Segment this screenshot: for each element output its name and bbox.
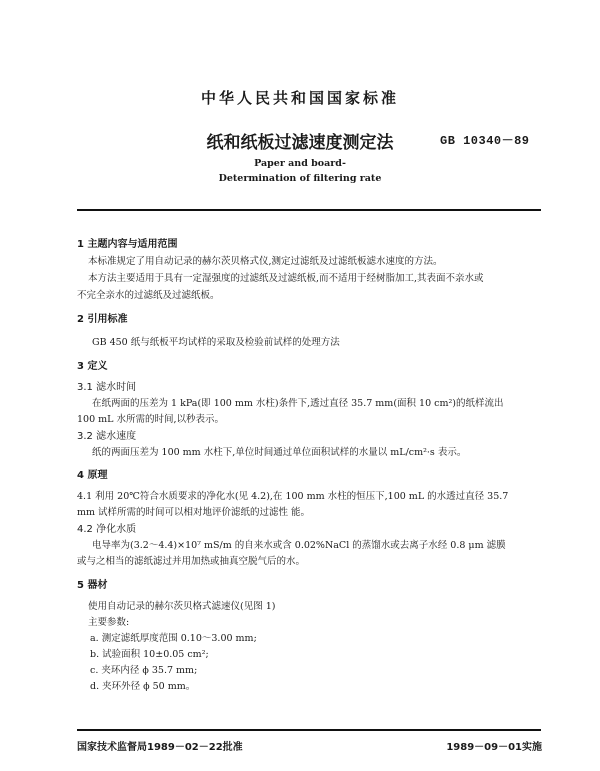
footer-divider [77,729,541,731]
section-3-heading: 3 定义 [77,361,108,372]
section-2-heading: 2 引用标准 [77,314,128,325]
english-title-line2: Determination of filtering rate [218,173,382,184]
implementation-date: 1989－09－01实施 [446,742,542,753]
section-3-1-line1: 在纸两面的压差为 1 kPa(即 100 mm 水柱)条件下,透过直径 35.7 mm(面积 10 cm²)的纸样流出 [92,398,504,409]
section-5-intro: 使用自动记录的赫尔茨贝格式滤速仪(见图 1) [88,601,276,612]
section-3-2-line1: 纸的两面压差为 100 mm 水柱下,单位时间通过单位面积试样的水量以 mL/cm²·s 表示。 [92,447,467,458]
param-item: d. 夹环外径 ϕ 50 mm。 [90,681,196,692]
section-4-heading: 4 原理 [77,470,108,481]
param-item: b. 试验面积 10±0.05 cm²; [90,649,209,660]
document-title: 纸和纸板过滤速度测定法 [206,133,394,153]
english-title-line1: Paper and board- [254,158,346,169]
section-2-reference: GB 450 纸与纸板平均试样的采取及检验前试样的处理方法 [92,337,340,348]
section-4-1-line1: 4.1 利用 20℃符合水质要求的净化水(见 4.2),在 100 mm 水柱的恒压下,100 mL 的水透过直径 35.7 [77,491,509,502]
approval-date: 国家技术监督局1989－02－22批准 [77,742,243,753]
section-1-para1: 本标准规定了用自动记录的赫尔茨贝格式仪,测定过滤纸及过滤纸板滤水速度的方法。 [88,256,443,267]
param-item: a. 测定滤纸厚度范围 0.10～3.00 mm; [90,633,257,644]
section-3-2-title: 3.2 滤水速度 [77,431,137,442]
section-4-2-title: 4.2 净化水质 [77,524,137,535]
section-4-2-line1: 电导率为(3.2～4.4)×10⁷ mS/m 的自来水或含 0.02%NaCl 的蒸馏水或去离子水经 0.8 μm 滤膜 [92,540,506,551]
param-item: c. 夹环内径 ϕ 35.7 mm; [90,665,198,676]
section-3-1-line2: 100 mL 水所需的时间,以秒表示。 [77,414,225,425]
section-5-params-title: 主要参数: [88,617,130,628]
section-1-para2-line2: 不完全亲水的过滤纸及过滤纸板。 [77,290,220,301]
section-5-heading: 5 器材 [77,580,108,591]
section-1-para2-line1: 本方法主要适用于具有一定湿强度的过滤纸及过滤纸板,而不适用于经树脂加工,其表面不亲水或 [88,273,484,284]
national-standard-label: 中华人民共和国国家标准 [200,89,399,107]
header-divider [77,209,541,211]
standard-number: GB 10340－89 [440,134,530,148]
section-1-heading: 1 主题内容与适用范围 [77,239,178,250]
section-4-1-line2: mm 试样所需的时间可以相对地评价滤纸的过滤性 能。 [77,507,311,518]
section-4-2-line2: 或与之相当的滤纸滤过并用加热或抽真空脱气后的水。 [77,556,306,567]
section-3-1-title: 3.1 滤水时间 [77,382,137,393]
